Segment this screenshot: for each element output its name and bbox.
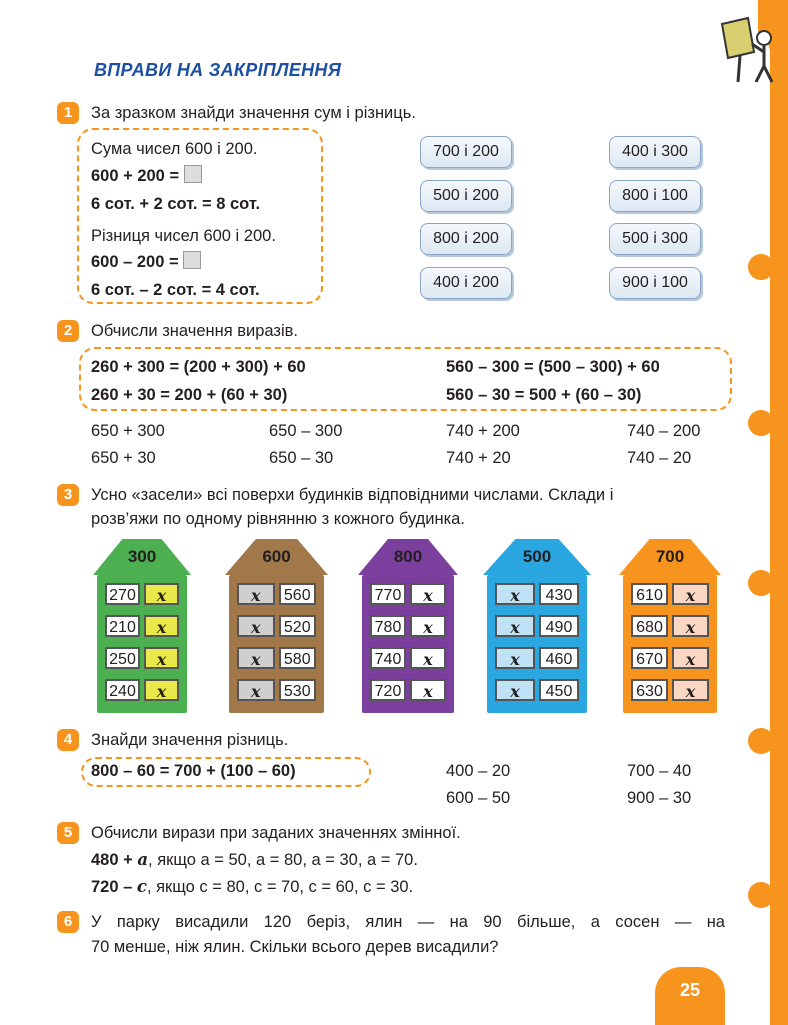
floor-number: 770: [370, 583, 406, 605]
task-4-text: Знайди значення різниць.: [91, 731, 289, 749]
sample-line: 6 сот. + 2 сот. = 8 сот.: [91, 195, 261, 213]
house: [225, 535, 328, 715]
floor-variable: x: [237, 615, 275, 637]
floor-variable: x: [495, 615, 535, 637]
task-number-4: 4: [57, 729, 79, 751]
number-pair-pill: 400 і 200: [420, 267, 512, 299]
sample-expression: 800 – 60 = 700 + (100 – 60): [91, 762, 296, 780]
floor-number: 250: [105, 647, 140, 669]
floor-variable: x: [672, 647, 709, 669]
expression: 700 – 40: [627, 762, 692, 780]
floor-number: 450: [539, 679, 579, 701]
floor-number: 520: [279, 615, 317, 637]
house: [93, 535, 191, 715]
house-roof-number: 500: [522, 547, 552, 566]
expression: 740 + 20: [446, 449, 511, 467]
floor-number: 560: [279, 583, 317, 605]
floor-number: 270: [105, 583, 140, 605]
floor-variable: x: [495, 679, 535, 701]
section-title: ВПРАВИ НА ЗАКРІПЛЕННЯ: [94, 60, 342, 80]
expression: 400 – 20: [446, 762, 511, 780]
number-pair-pill: 400 і 300: [609, 136, 701, 168]
task-number-2: 2: [57, 320, 79, 342]
task-number-6: 6: [57, 911, 79, 933]
floor-variable: x: [495, 647, 535, 669]
floor-variable: x: [144, 679, 179, 701]
sample-line: 6 сот. – 2 сот. = 4 сот.: [91, 281, 260, 299]
task-1-text: За зразком знайди значення сум і різниць.: [91, 104, 416, 122]
house-roof-number: 800: [393, 547, 423, 566]
number-pair-pill: 800 і 100: [609, 180, 701, 212]
floor-number: 490: [539, 615, 579, 637]
task-5-text: Обчисли вирази при заданих значеннях змінної.: [91, 824, 461, 842]
task-5-line: 720 – c, якщо c = 80, c = 70, c = 60, c = 30.: [91, 877, 414, 896]
house: [483, 535, 591, 715]
floor-number: 580: [279, 647, 317, 669]
floor-variable: x: [672, 615, 709, 637]
expression: 650 – 30: [269, 449, 334, 467]
task-5-line: 480 + a, якщо a = 50, a = 80, a = 30, a = 70.: [91, 850, 418, 869]
floor-number: 780: [370, 615, 406, 637]
floor-number: 240: [105, 679, 140, 701]
floor-number: 210: [105, 615, 140, 637]
sample-expression: 260 + 300 = (200 + 300) + 60: [91, 358, 306, 376]
expression: 650 – 300: [269, 422, 343, 440]
floor-variable: x: [237, 583, 275, 605]
sample-line: Сума чисел 600 і 200.: [91, 140, 258, 158]
expression: 740 – 200: [627, 422, 701, 440]
house-roof-number: 300: [127, 547, 157, 566]
house: [358, 535, 458, 715]
floor-number: 680: [631, 615, 668, 637]
floor-variable: x: [237, 647, 275, 669]
house: [619, 535, 721, 715]
sample-line: 600 + 200 =: [91, 165, 202, 187]
number-pair-pill: 900 і 100: [609, 267, 701, 299]
task-6-text: У парку висадили 120 беріз, ялин — на 90 більше, а сосен — на: [91, 913, 725, 931]
number-pair-pill: 500 і 300: [609, 223, 701, 255]
floor-variable: x: [144, 583, 179, 605]
floor-number: 610: [631, 583, 668, 605]
sample-expression: 560 – 300 = (500 – 300) + 60: [446, 358, 660, 376]
floor-variable: x: [495, 583, 535, 605]
floor-variable: x: [410, 615, 446, 637]
floor-variable: x: [237, 679, 275, 701]
house-roof-number: 600: [262, 547, 291, 566]
expression: 600 – 50: [446, 789, 511, 807]
expression: 650 + 300: [91, 422, 165, 440]
sample-expression: 560 – 30 = 500 + (60 – 30): [446, 386, 642, 404]
expression: 900 – 30: [627, 789, 692, 807]
house-roof-number: 700: [655, 547, 685, 566]
sample-line: Різниця чисел 600 і 200.: [91, 227, 276, 245]
task-2-text: Обчисли значення виразів.: [91, 322, 298, 340]
expression: 740 – 20: [627, 449, 692, 467]
floor-variable: x: [144, 647, 179, 669]
floor-variable: x: [672, 679, 709, 701]
sample-expression: 260 + 30 = 200 + (60 + 30): [91, 386, 288, 404]
task-6-text: 70 менше, ніж ялин. Скільки всього дерев висадили?: [91, 938, 499, 956]
task-3-text: розв’яжи по одному рівнянню з кожного будинка.: [91, 510, 465, 528]
floor-number: 430: [539, 583, 579, 605]
floor-number: 630: [631, 679, 668, 701]
floor-number: 720: [370, 679, 406, 701]
floor-variable: x: [410, 679, 446, 701]
expression: 740 + 200: [446, 422, 520, 440]
floor-number: 670: [631, 647, 668, 669]
task-number-1: 1: [57, 102, 79, 124]
floor-number: 740: [370, 647, 406, 669]
expression: 650 + 30: [91, 449, 156, 467]
task-number-3: 3: [57, 484, 79, 506]
task-3-text: Усно «засели» всі поверхи будинків відповідними числами. Склади і: [91, 486, 614, 504]
floor-number: 460: [539, 647, 579, 669]
task-number-5: 5: [57, 822, 79, 844]
floor-number: 530: [279, 679, 317, 701]
page-number: 25: [655, 967, 725, 1025]
floor-variable: x: [410, 583, 446, 605]
floor-variable: x: [672, 583, 709, 605]
number-pair-pill: 500 і 200: [420, 180, 512, 212]
number-pair-pill: 700 і 200: [420, 136, 512, 168]
floor-variable: x: [410, 647, 446, 669]
number-pair-pill: 800 і 200: [420, 223, 512, 255]
sample-line: 600 – 200 =: [91, 251, 201, 273]
floor-variable: x: [144, 615, 179, 637]
